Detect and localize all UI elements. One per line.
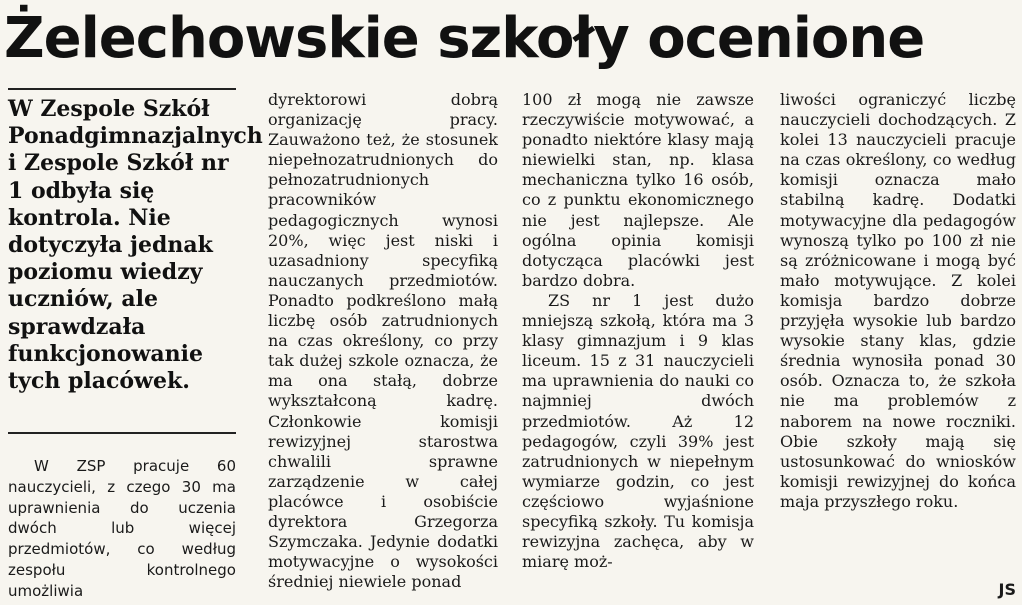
article-column-1: W ZSP pracuje 60 nauczycieli, z czego 30 ma uprawnienia do uczenia dwóch lub więcej przedmiotów, co według zespołu kontrolnego umożliwia: [8, 457, 236, 600]
lead-paragraph: W Zespole Szkół Ponadgimnazjalnych i Zespole Szkół nr 1 odbyła się kontrola. Nie dotyczyła jednak poziomu wiedzy uczniów, ale sprawdzała funkcjonowanie tych placówek.: [8, 96, 263, 395]
column-3-paragraph-1: 100 zł mogą nie zawsze rzeczywiście motywować, a ponadto niektóre klasy mają niewielki stan, np. klasa mechaniczna tylko 16 osób, co z punktu ekonomicznego nie jest najlepsze. Ale ogólna opinia komisji dotycząca placówki jest bardzo dobra.: [522, 90, 754, 290]
article-column-2: dyrektorowi dobrą organizację pracy. Zauważono też, że stosunek niepełnozatrudnionych do pełnozatrudnionych pracowników pedagogicznych wynosi 20%, więc jest niski i uzasadniony specyfiką nauczanych przedmiotów. Ponadto podkreślono małą liczbę osób zatrudnionych na czas określony, co przy tak dużej szkole oznacza, że ma ona stałą, dobrze wykształconą kadrę. Członkowie komisji rewizyjnej starostwa chwalili sprawne zarządzenie w całej placówce i osobiście dyrektora Grzegorza Szymczaka. Jedynie dodatki motywacyjne o wysokości średniej niewiele ponad: [268, 90, 498, 592]
lead-bottom-rule: [8, 432, 236, 434]
article-column-3: [522, 90, 754, 590]
lead-top-rule: [8, 88, 236, 90]
headline: Żelechowskie szkoły ocenione: [4, 6, 925, 71]
author-signature: JS: [998, 580, 1016, 599]
article-column-4: liwości ograniczyć liczbę nauczycieli dochodzących. Z kolei 13 nauczycieli pracuje na czas określony, co według komisji oznacza mało stabilną kadrę. Dodatki motywacyjne dla pedagogów wynoszą tylko po 100 zł nie są zróżnicowane i mogą być mało motywujące. Z kolei komisja bardzo dobrze przyjęła wysokie lub bardzo wysokie stany klas, gdzie średnia wynosiła ponad 30 osób. Oznacza to, że szkoła nie ma problemów z naborem na nowe roczniki. Obie szkoły mają się ustosunkować do wniosków komisji rewizyjnej do końca maja przyszłego roku.: [780, 90, 1016, 511]
column-3-paragraph-2: ZS nr 1 jest dużo mniejszą szkołą, która ma 3 klasy gimnazjum i 9 klas liceum. 15 z 31 nauczycieli ma uprawnienia do nauki co najmniej dwóch przedmiotów. Aż 12 pedagogów, czyli 39% jest zatrudnionych w niepełnym wymiarze godzin, co jest częściowo wyjaśnione specyfiką szkoły. Tu komisja rewizyjna zachęca, aby w miarę moż-: [522, 290, 754, 572]
